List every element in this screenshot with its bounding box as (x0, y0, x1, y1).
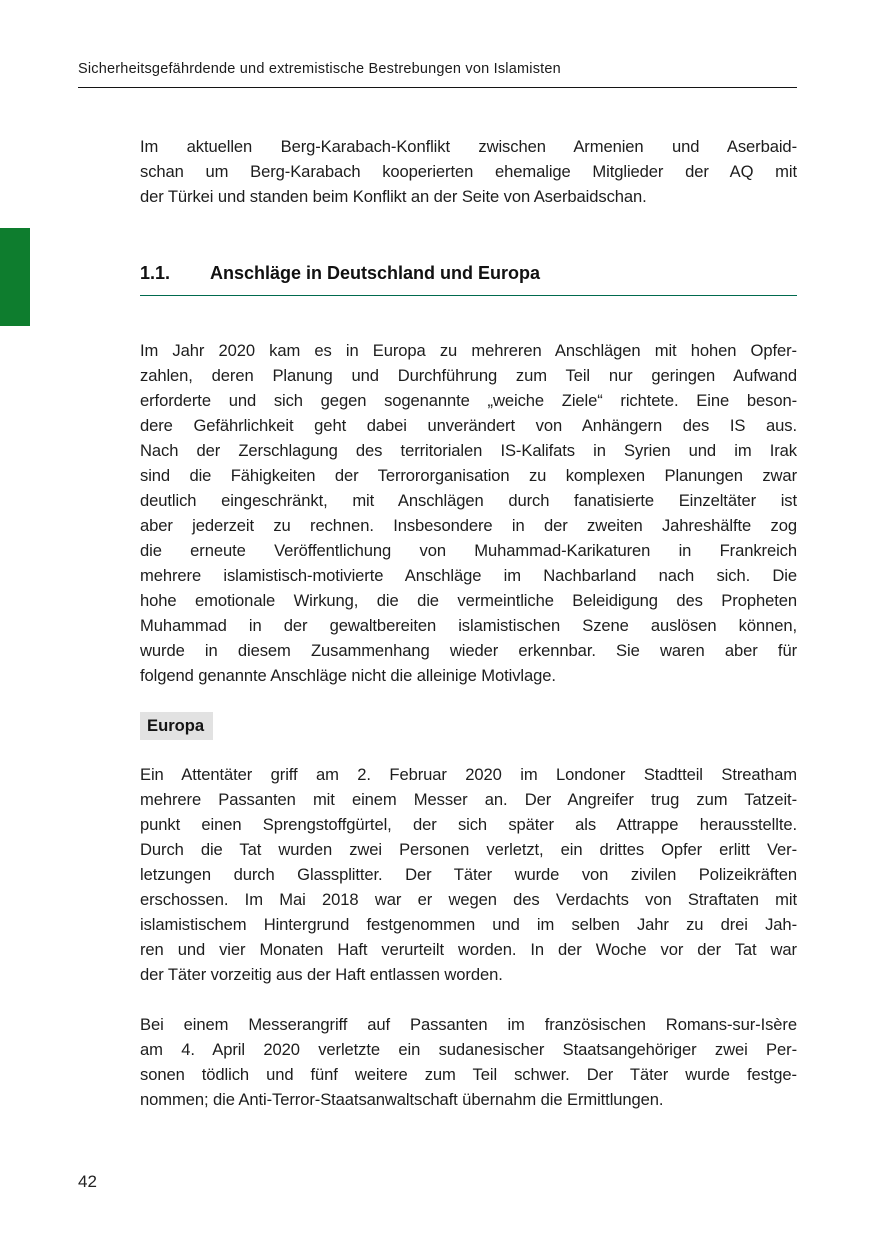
text-line: der Täter vorzeitig aus der Haft entlassen worden. (140, 965, 503, 984)
text-line: der Türkei und standen beim Konflikt an der Seite von Aserbaidschan. (140, 187, 647, 206)
text-line: sind die Fähigkeiten der Terrororganisation zu komplexen Planungen zwar (140, 466, 797, 485)
text-line: am 4. April 2020 verletzte ein sudanesischer Staatsangehöriger zwei Per- (140, 1040, 797, 1059)
paragraph-streatham-attack (140, 762, 797, 987)
text-line: wurde in diesem Zusammenhang wieder erkennbar. Sie waren aber für (140, 641, 797, 660)
paragraph-romans-sur-isere-attack (140, 1012, 797, 1112)
text-line: Im Jahr 2020 kam es in Europa zu mehreren Anschlägen mit hohen Opfer- (140, 341, 797, 360)
section-heading (140, 263, 797, 296)
text-line: letzungen durch Glassplitter. Der Täter wurde von zivilen Polizeikräften (140, 865, 797, 884)
text-line: Muhammad in der gewaltbereiten islamistischen Szene auslösen können, (140, 616, 797, 635)
section-edge-marker (0, 228, 30, 326)
text-line: Bei einem Messerangriff auf Passanten im französischen Romans-sur-Isère (140, 1015, 797, 1034)
region-label-europa: Europa (140, 712, 213, 740)
text-line: mehrere Passanten mit einem Messer an. Der Angreifer trug zum Tatzeit- (140, 790, 797, 809)
paragraph-anschlaege-2020 (140, 338, 797, 688)
text-line: punkt einen Sprengstoffgürtel, der sich später als Attrappe herausstellte. (140, 815, 797, 834)
text-line: die erneute Veröffentlichung von Muhammad-Karikaturen in Frankreich (140, 541, 797, 560)
region-label-row (140, 712, 797, 740)
text-line: erforderte und sich gegen sogenannte „weiche Ziele“ richtete. Eine beson- (140, 391, 797, 410)
section-number: 1.1. (140, 263, 171, 283)
text-line: nommen; die Anti-Terror-Staatsanwaltschaft übernahm die Ermittlungen. (140, 1090, 664, 1109)
text-line: Ein Attentäter griff am 2. Februar 2020 im Londoner Stadtteil Streatham (140, 765, 797, 784)
text-line: hohe emotionale Wirkung, die die vermeintliche Beleidigung des Propheten (140, 591, 797, 610)
text-line: folgend genannte Anschläge nicht die alleinige Motivlage. (140, 666, 556, 685)
text-line: schan um Berg-Karabach kooperierten ehemalige Mitglieder der AQ mit (140, 162, 797, 181)
section-title: Anschläge in Deutschland und Europa (210, 263, 541, 283)
page-number: 42 (78, 1172, 97, 1191)
text-line: mehrere islamistisch-motivierte Anschläge im Nachbarland nach sich. Die (140, 566, 797, 585)
text-line: deutlich eingeschränkt, mit Anschlägen durch fanatisierte Einzeltäter ist (140, 491, 797, 510)
text-line: islamistischem Hintergrund festgenommen und im selben Jahr zu drei Jah- (140, 915, 797, 934)
header-rule (78, 87, 797, 88)
text-line: aber jederzeit zu rechnen. Insbesondere in der zweiten Jahreshälfte zog (140, 516, 797, 535)
text-line: ren und vier Monaten Haft verurteilt worden. In der Woche vor der Tat war (140, 940, 797, 959)
running-header: Sicherheitsgefährdende und extremistische Bestrebungen von Islamisten (78, 61, 561, 77)
text-line: erschossen. Im Mai 2018 war er wegen des Verdachts von Straftaten mit (140, 890, 797, 909)
text-line: Durch die Tat wurden zwei Personen verletzt, ein drittes Opfer erlitt Ver- (140, 840, 797, 859)
text-line: dere Gefährlichkeit geht dabei unverändert von Anhängern des IS aus. (140, 416, 797, 435)
text-line: Nach der Zerschlagung des territorialen IS-Kalifats in Syrien und im Irak (140, 441, 797, 460)
text-line: zahlen, deren Planung und Durchführung zum Teil nur geringen Aufwand (140, 366, 797, 385)
text-line: sonen tödlich und fünf weitere zum Teil schwer. Der Täter wurde festge- (140, 1065, 797, 1084)
text-line: Im aktuellen Berg-Karabach-Konflikt zwischen Armenien und Aserbaid- (140, 137, 797, 156)
paragraph-berg-karabach (140, 134, 797, 209)
